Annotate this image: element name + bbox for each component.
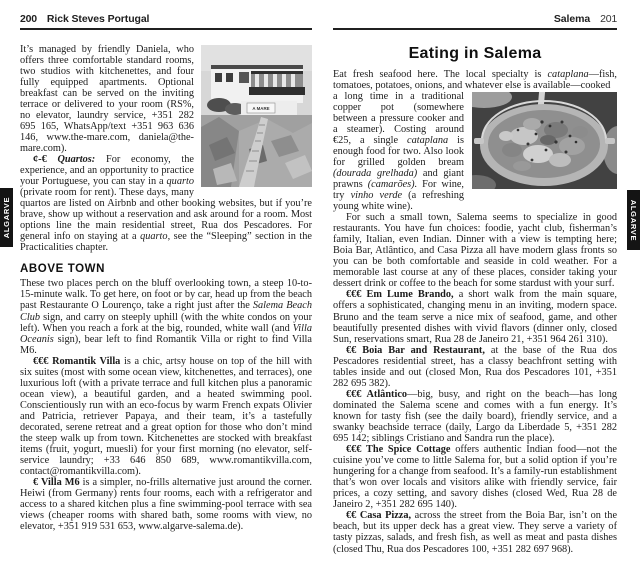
page-header-left	[20, 0, 312, 25]
paragraph: a long time in a traditional copper pot (somewhere between a pressure cooker and a steamer). Costing around €25, a single cataplana is enough food for two. Also look for grilled golden bream (dourada grelhada) and giant prawns (camarões). For wine, try vinho verde (a refreshing young white wine).	[333, 90, 465, 213]
left-text-flow-1	[20, 44, 312, 254]
paragraph: €€ Casa Pizza, across the street from the Boia Bar, isn’t on the beach, but its upper deck has a great view. They serve a variety of tasty pizzas, salads, and fresh fish, as well as meat and pasta dishes (closed Thu, Rua dos Pescadores 100, +351 282 697 968).	[333, 510, 618, 555]
cataplana-dish-photo	[472, 92, 617, 189]
right-text-flow-2	[333, 91, 617, 555]
paragraph: € Villa M6 is a simpler, no-frills alternative just around the corner. Heiwi (from Germany) rents four rooms, each with a refrigerator and access to a shared kitchen plus a fine swimming-pool terrace with sea views (cheaper rooms with shared bath, some rooms with view, no elevator, +351 919 531 653, www.algarve-salema.de).	[20, 477, 312, 533]
chapter-tab-right-label: ALGARVE	[629, 199, 638, 241]
chapter-tab-left	[0, 188, 13, 247]
paragraph: Eat fresh seafood here. The local specialty is cataplana—fish, tomatoes, potatoes, onions, and whatever else is available—cooked	[333, 68, 617, 91]
chapter-tab-right	[627, 190, 640, 250]
guesthouse-cliff-photo	[201, 45, 312, 187]
paragraph: €€€ Em Lume Brando, a short walk from the main square, offers a sophisticated, changing menu in an inviting, modern space. Bruno and the team serve a nice mix of seafood, game, and other beautifully presented dishes with vivid flavors (dinner only, closed Sun, reservations smart, Rua 28 de Janeiro 21, +351 964 261 310).	[333, 289, 617, 345]
eating-in-salema-heading: Eating in Salema	[408, 44, 542, 62]
paragraph: For such a small town, Salema seems to specialize in good restaurants. You have fun choices: foodie, yacht club, fisherman’s family, Italian, even Indian. Dinner with a view is tempting here; Boia Bar, Atlântico, and Casa Pizza all have modern glass fronts so you can be both comfortable and seaside in cold weather. For a memorable last course at any of these places, consider taking your dessert drink or coffee to the beach for some stardust with your surf.	[333, 212, 617, 290]
chapter-tab-left-label: ALGARVE	[2, 196, 11, 239]
paragraph: It’s managed by friendly Daniela, who offers three comfortable standard rooms, two studios with kitchenettes, and four fully equipped apartments. Optional breakfast can be served on the inviting terrace or delivered to your room (RS%, no elevator, laundry service, +351 282 695 165, WhatsApp/text +351 963 636 146, www.the-mare.com, daniela@the-mare.com).	[20, 43, 194, 154]
header-rule-right	[333, 28, 617, 30]
chapter-title: Salema	[553, 13, 591, 25]
paragraph: ¢-€ Quartos: For economy, the experience, and an opportunity to practice your Portuguese, you can stay in a quarto (private room for rent). These days, many quartos are listed on Airbnb and other booking websites, but if you’re brave, show up without a reservation and ask around for a room. Most options line the main residential street, Rua dos Pescadores. For general info on staying at a quarto, see the “Sleeping” section in the Practicalities chapter.	[20, 153, 312, 254]
page-number-left: 200	[20, 13, 37, 25]
right-text-flow-1	[333, 69, 617, 91]
paragraph: €€€ Romantik Villa is a chic, artsy house on top of the hill with six suites (most with some ocean view, kitchenettes, and terraces), one luxurious loft (with a private terrace and full kitchen plus a panoramic ocean view), a beautiful garden, and a heated swimming pool. Conscientiously run with an eco-focus by warm French expats Olivier and Patricia, retriever Papaya, and their team, it’s a tastefully decorated, serene retreat and a great option for those who don’t mind the steep walk up from town. Kitchenettes are stocked with breakfast items (fruit, yogurt, muesli) for your first morning (no elevator, self-service laundry; +33 646 850 689, www.romantikvilla.com, contact@romantikvilla.com).	[20, 355, 312, 478]
section-heading-above-town: ABOVE TOWN	[20, 263, 106, 276]
paragraph: €€€ The Spice Cottage offers authentic Indian food—not the cuisine you’ve come to little Salema for, but a solid option if you’re hungering for a change from seafood. It’s a family-run establishment that’s won over locals and visitors alike with friendly service, fair prices, a cozy setting, and savory dishes (closed Wed, Rua 28 de Janeiro 2, +351 282 695 140).	[333, 444, 617, 511]
page-number-right: 201	[600, 13, 617, 25]
page-header-right	[333, 0, 617, 25]
paragraph: These two places perch on the bluff overlooking town, a steep 10-to-15-minute walk. To get here, on foot or by car, head up from the beach past Restaurante O Lourenço, take a right just after the Salema Beach Club sign, and carry on steeply uphill (with the white condos on your left). When you reach a fork at the big, rounded, white wall (and Villa Oceanis sign), bear left to find Romantik Villa or right to find Villa M6.	[20, 278, 312, 356]
page-left	[20, 0, 312, 532]
header-rule-left	[20, 28, 312, 30]
paragraph: €€€ Atlântico—big, busy, and right on the beach—has long dominated the Salema scene and comes with a fun energy. It’s known for tasty fish (see the daily board), friendly service, and a swanky beachside terrace (daily, Largo da Liberdade 5, +351 282 695 142; siblings Cristiano and Sandra run the place).	[333, 388, 617, 445]
cataplana-dish-photo-art	[472, 92, 617, 189]
book-title: Rick Steves Portugal	[46, 13, 150, 25]
guesthouse-cliff-photo-art	[201, 45, 312, 187]
left-text-flow-2	[20, 278, 312, 532]
paragraph: €€ Boia Bar and Restaurant, at the base of the Rua dos Pescadores residential street, has a classy beachfront setting with tables inside and out (closed Mon, Rua dos Pescadores 101, +351 282 695 382).	[333, 344, 618, 389]
svg-text:A MARE: A MARE	[252, 105, 270, 111]
page-right	[333, 0, 617, 555]
